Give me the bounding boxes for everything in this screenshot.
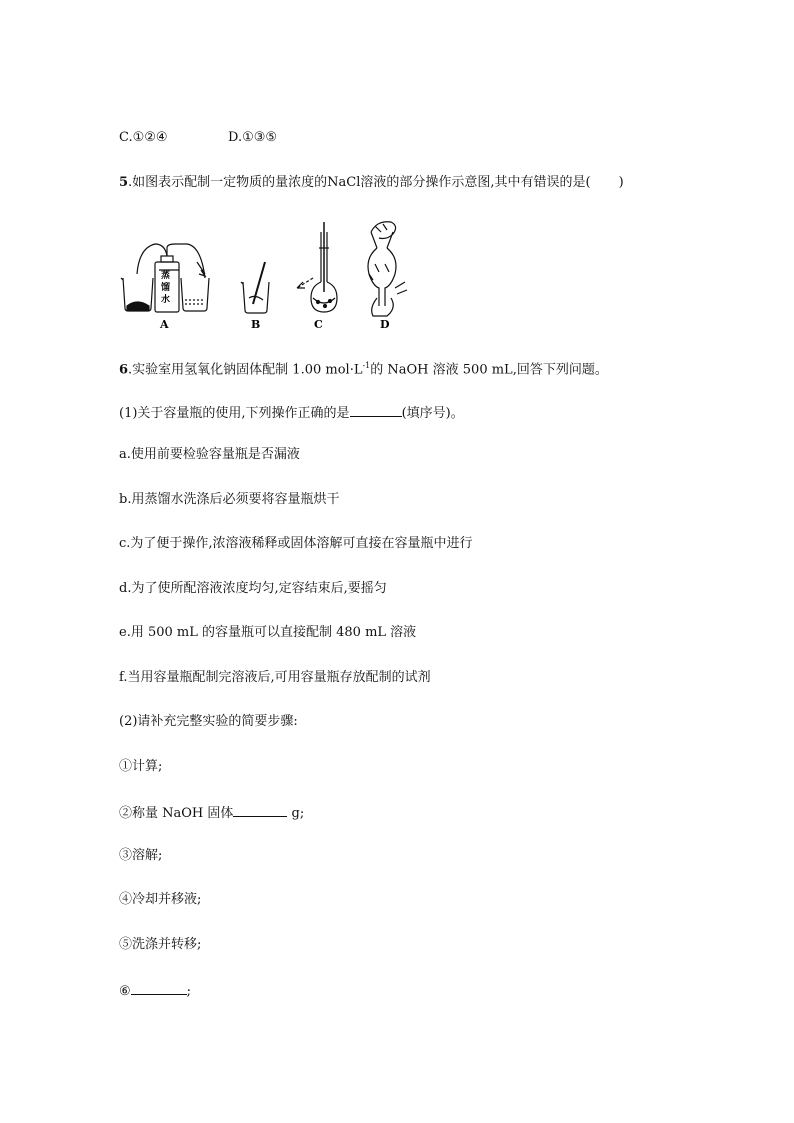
answer-blank-1[interactable]: [350, 402, 402, 417]
question-number: 5: [119, 175, 129, 190]
arrow-c: [297, 278, 313, 288]
step-6-suffix: ;: [186, 984, 192, 999]
flask-d: [368, 248, 396, 306]
part1-prompt-text: (1)关于容量瓶的使用,下列操作正确的是: [119, 406, 350, 421]
step-6: [119, 980, 191, 1001]
step-2-unit: g;: [287, 806, 305, 821]
step-1: ①计算;: [119, 759, 163, 774]
step-3: ③溶解;: [119, 848, 163, 863]
figure-label-b: B: [251, 318, 261, 331]
step-2-text: ②称量 NaOH 固体: [119, 806, 234, 821]
question-text-before: .实验室用氢氧化钠固体配制 1.00 mol·L: [128, 362, 363, 378]
option-c: C.①②④: [119, 130, 168, 145]
option-b: b.用蒸馏水洗涤后必须要将容量瓶烘干: [119, 492, 340, 507]
question-close-paren: ): [618, 175, 624, 190]
option-a: a.使用前要检验容量瓶是否漏液: [119, 447, 300, 462]
question-number: 6: [119, 362, 129, 378]
answer-blank-step6[interactable]: [131, 980, 187, 995]
water-char-2: 馏: [161, 283, 171, 293]
option-d: D.①③⑤: [228, 130, 278, 145]
option-d: d.为了使所配溶液浓度均匀,定容结束后,要摇匀: [119, 581, 387, 596]
figure-label-c: C: [314, 318, 323, 331]
option-c: c.为了便于操作,浓溶液稀释或固体溶解可直接在容量瓶中进行: [119, 536, 473, 551]
water-char-3: 水: [161, 295, 171, 305]
option-f: f.当用容量瓶配制完溶液后,可用容量瓶存放配制的试剂: [119, 670, 431, 685]
lab-operation-figure: [115, 218, 415, 336]
figure-label-d: D: [380, 318, 390, 331]
question-5: [119, 174, 624, 192]
unit-superscript: -1: [362, 361, 371, 370]
step-2: [119, 802, 304, 823]
beaker-a-right: [181, 278, 209, 311]
part2-prompt: (2)请补充完整实验的简要步骤:: [119, 714, 298, 729]
question-6: [119, 357, 608, 379]
question-text: .如图表示配制一定物质的量浓度的NaCl溶液的部分操作示意图,其中有错误的是(: [128, 175, 591, 190]
hand-bottom: [372, 298, 394, 316]
part1-prompt-suffix: (填序号)。: [401, 406, 464, 421]
part1-prompt: [119, 402, 464, 423]
option-e: e.用 500 mL 的容量瓶可以直接配制 480 mL 溶液: [119, 625, 417, 640]
answer-blank-mass[interactable]: [233, 802, 287, 817]
step-5: ⑤洗涤并转移;: [119, 937, 202, 952]
beaker-b: [243, 282, 269, 313]
question-text-after: 的 NaOH 溶液 500 mL,回答下列问题。: [370, 362, 608, 378]
step-4: ④冷却并移液;: [119, 892, 202, 907]
figure-label-a: A: [160, 318, 169, 331]
water-char-1: 蒸: [161, 271, 171, 281]
step-6-marker: ⑥: [119, 984, 131, 999]
